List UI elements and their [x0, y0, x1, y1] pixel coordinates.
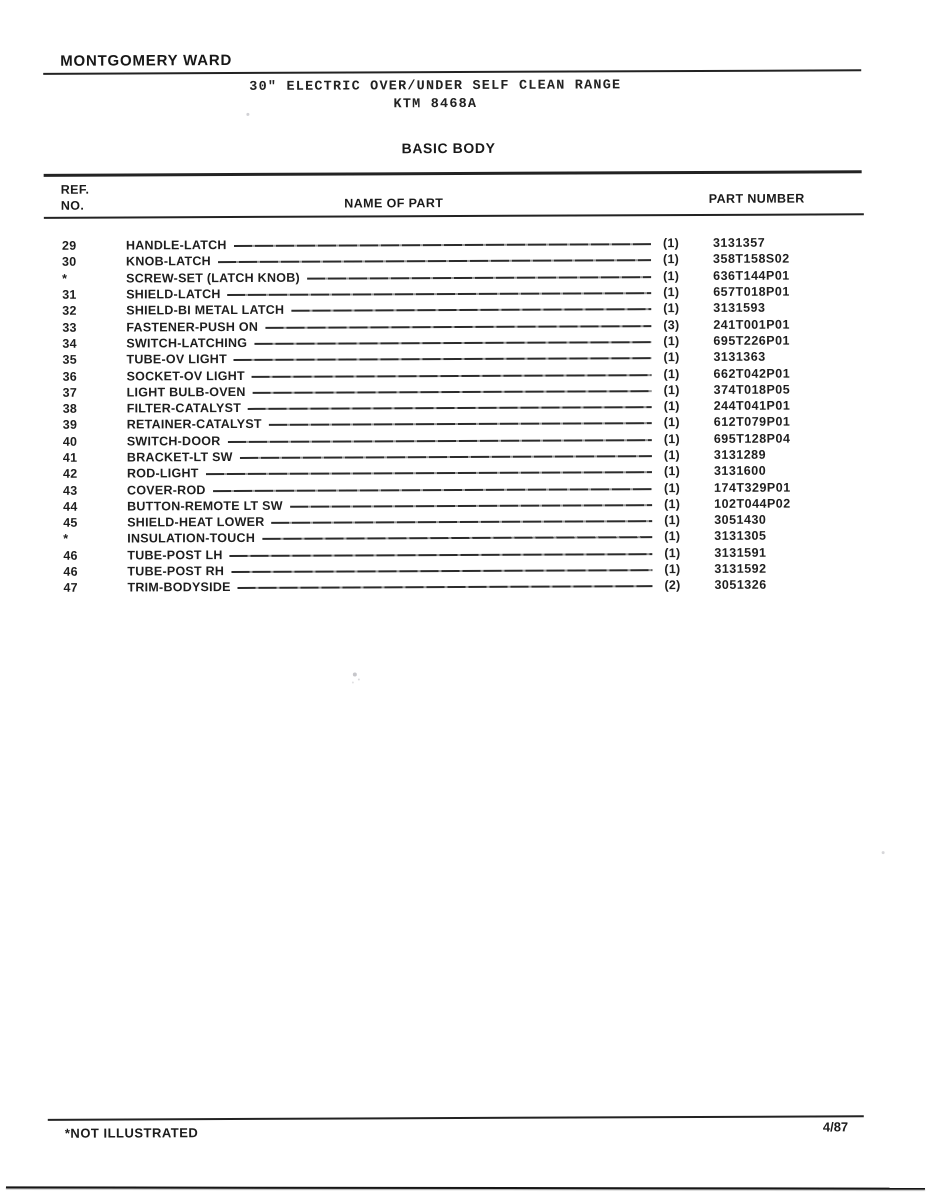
part-name-cell: SHIELD-HEAT LOWER: [127, 515, 265, 530]
part-name-cell: BUTTON-REMOTE LT SW: [127, 498, 283, 514]
quantity-cell: (1): [663, 252, 680, 267]
part-number-cell: 358T158S02: [713, 252, 790, 267]
part-name-cell: HANDLE-LATCH: [125, 238, 227, 253]
part-number-cell: 657T018P01: [713, 284, 790, 299]
leader-line: [234, 357, 652, 361]
ref-no-cell: 30: [62, 255, 77, 270]
leader-line: [291, 309, 651, 313]
part-number-cell: 241T001P01: [713, 317, 790, 332]
part-number-cell: 174T329P01: [714, 480, 791, 495]
leader-line: [272, 520, 653, 524]
ref-no-cell: 39: [62, 418, 78, 433]
part-number-cell: 3051430: [714, 512, 767, 528]
scan-speck: [353, 672, 357, 676]
part-name-cell: TUBE-POST RH: [127, 564, 225, 579]
part-name-cell: ROD-LIGHT: [126, 466, 199, 481]
part-name-cell: FASTENER-PUSH ON: [126, 319, 259, 335]
ref-no-cell: *: [62, 271, 68, 286]
part-number-cell: 374T018P05: [713, 382, 791, 397]
ref-no-cell: 46: [63, 548, 78, 563]
part-number-cell: 3131591: [714, 545, 767, 560]
leader-line: [252, 374, 652, 378]
part-name-cell: SWITCH-DOOR: [126, 433, 221, 449]
quantity-cell: (1): [663, 268, 680, 283]
part-number-cell: 3051326: [714, 578, 767, 593]
leader-line: [290, 504, 652, 508]
part-number-cell: 3131357: [712, 235, 766, 251]
model-title-line: 30" ELECTRIC OVER/UNDER SELF CLEAN RANGE: [249, 78, 622, 95]
quantity-cell: (1): [663, 333, 680, 349]
column-header-part-number: PART NUMBER: [708, 191, 805, 206]
ref-no-cell: 32: [62, 304, 77, 319]
part-name-cell: TRIM-BODYSIDE: [127, 580, 231, 595]
ref-no-cell: 42: [62, 466, 78, 482]
ref-no-cell: 41: [62, 450, 78, 465]
quantity-cell: (1): [663, 350, 680, 365]
ref-no-cell: 29: [61, 238, 77, 253]
leader-line: [253, 390, 652, 394]
leader-line: [262, 537, 652, 541]
ref-no-cell: 47: [63, 581, 78, 596]
leader-line: [248, 406, 652, 410]
part-number-cell: 102T044P02: [714, 496, 791, 511]
part-name-cell: SWITCH-LATCHING: [126, 335, 248, 351]
column-header-name-of-part: NAME OF PART: [344, 196, 444, 211]
ref-no-cell: 40: [62, 434, 78, 449]
brand-header: MONTGOMERY WARD: [60, 52, 233, 70]
quantity-cell: (1): [664, 545, 681, 560]
model-number-line: KTM 8468A: [393, 96, 478, 113]
part-number-cell: 3131600: [713, 463, 767, 479]
ref-no-cell: 37: [62, 385, 78, 400]
column-header-ref: REF.: [60, 182, 90, 197]
leader-line: [206, 471, 652, 475]
footer-rule: [48, 1115, 864, 1121]
part-number-cell: 3131289: [713, 447, 767, 462]
part-name-cell: TUBE-POST LH: [127, 547, 223, 563]
scan-speck: [246, 113, 249, 116]
revision-date: 4/87: [822, 1119, 849, 1135]
ref-no-cell: 36: [62, 369, 77, 384]
leader-line: [254, 341, 651, 345]
part-number-cell: 695T128P04: [713, 431, 791, 446]
quantity-cell: (1): [663, 301, 680, 316]
part-name-cell: RETAINER-CATALYST: [126, 417, 262, 432]
leader-line: [307, 276, 651, 280]
parts-table: [59, 234, 863, 596]
ref-no-cell: 35: [62, 352, 77, 367]
part-number-cell: 244T041P01: [713, 398, 791, 414]
quantity-cell: (1): [663, 431, 680, 446]
document-title: [0, 77, 872, 114]
scan-speck: [882, 851, 885, 854]
ref-no-cell: 45: [63, 515, 78, 530]
part-number-cell: 695T226P01: [713, 333, 791, 348]
quantity-cell: (1): [663, 399, 680, 414]
section-title: BASIC BODY: [401, 139, 496, 157]
part-name-cell: SCREW-SET (LATCH KNOB): [126, 270, 300, 286]
leader-line: [231, 569, 652, 573]
leader-line: [213, 488, 652, 492]
column-header-no: NO.: [60, 198, 85, 213]
part-number-cell: 3131363: [713, 349, 766, 365]
ref-no-cell: 33: [62, 320, 77, 335]
leader-line: [240, 455, 652, 459]
leader-line: [228, 292, 652, 296]
part-name-cell: FILTER-CATALYST: [126, 401, 242, 416]
quantity-cell: (1): [664, 562, 681, 577]
brand-underline-rule: [43, 69, 861, 75]
quantity-cell: (2): [664, 578, 681, 593]
leader-line: [230, 553, 653, 557]
quantity-cell: (1): [663, 464, 681, 479]
ref-no-cell: *: [63, 532, 69, 547]
quantity-cell: (1): [663, 448, 680, 463]
ref-no-cell: 44: [63, 499, 78, 514]
part-number-cell: 636T144P01: [713, 268, 790, 283]
leader-line: [269, 423, 652, 427]
part-number-cell: 662T042P01: [713, 366, 791, 381]
ref-no-cell: 34: [62, 336, 77, 351]
quantity-cell: (1): [663, 366, 680, 381]
part-number-cell: 3131593: [713, 301, 766, 316]
ref-no-cell: 46: [63, 564, 78, 579]
not-illustrated-note: *NOT ILLUSTRATED: [64, 1125, 199, 1141]
part-name-cell: BRACKET-LT SW: [126, 450, 233, 465]
ref-no-cell: 43: [63, 483, 78, 498]
part-number-cell: 3131305: [714, 529, 767, 544]
part-name-cell: KNOB-LATCH: [126, 254, 211, 269]
leader-line: [234, 243, 651, 247]
table-header-rule: [44, 213, 864, 219]
leader-line: [228, 439, 652, 443]
quantity-cell: (1): [664, 480, 681, 495]
quantity-cell: (1): [664, 513, 681, 528]
ref-no-cell: 38: [62, 401, 78, 416]
quantity-cell: (3): [663, 317, 680, 332]
part-number-cell: 612T079P01: [713, 414, 791, 430]
quantity-cell: (1): [664, 496, 681, 512]
ref-no-cell: 31: [62, 287, 77, 302]
table-row: [60, 576, 862, 596]
part-name-cell: INSULATION-TOUCH: [127, 531, 256, 546]
part-name-cell: SOCKET-OV LIGHT: [126, 368, 245, 383]
quantity-cell: (1): [662, 236, 680, 251]
part-name-cell: COVER-ROD: [127, 482, 206, 498]
section-divider-rule: [44, 170, 862, 177]
quantity-cell: (1): [663, 285, 680, 300]
quantity-cell: (1): [663, 415, 680, 430]
part-name-cell: TUBE-OV LIGHT: [126, 352, 227, 367]
part-name-cell: SHIELD-LATCH: [126, 287, 221, 302]
part-number-cell: 3131592: [714, 561, 767, 576]
part-name-cell: LIGHT BULB-OVEN: [126, 384, 246, 400]
quantity-cell: (1): [664, 529, 681, 544]
leader-line: [218, 260, 651, 264]
part-name-cell: SHIELD-BI METAL LATCH: [126, 303, 285, 318]
leader-line: [265, 325, 651, 329]
leader-line: [238, 586, 653, 590]
quantity-cell: (1): [663, 382, 680, 397]
